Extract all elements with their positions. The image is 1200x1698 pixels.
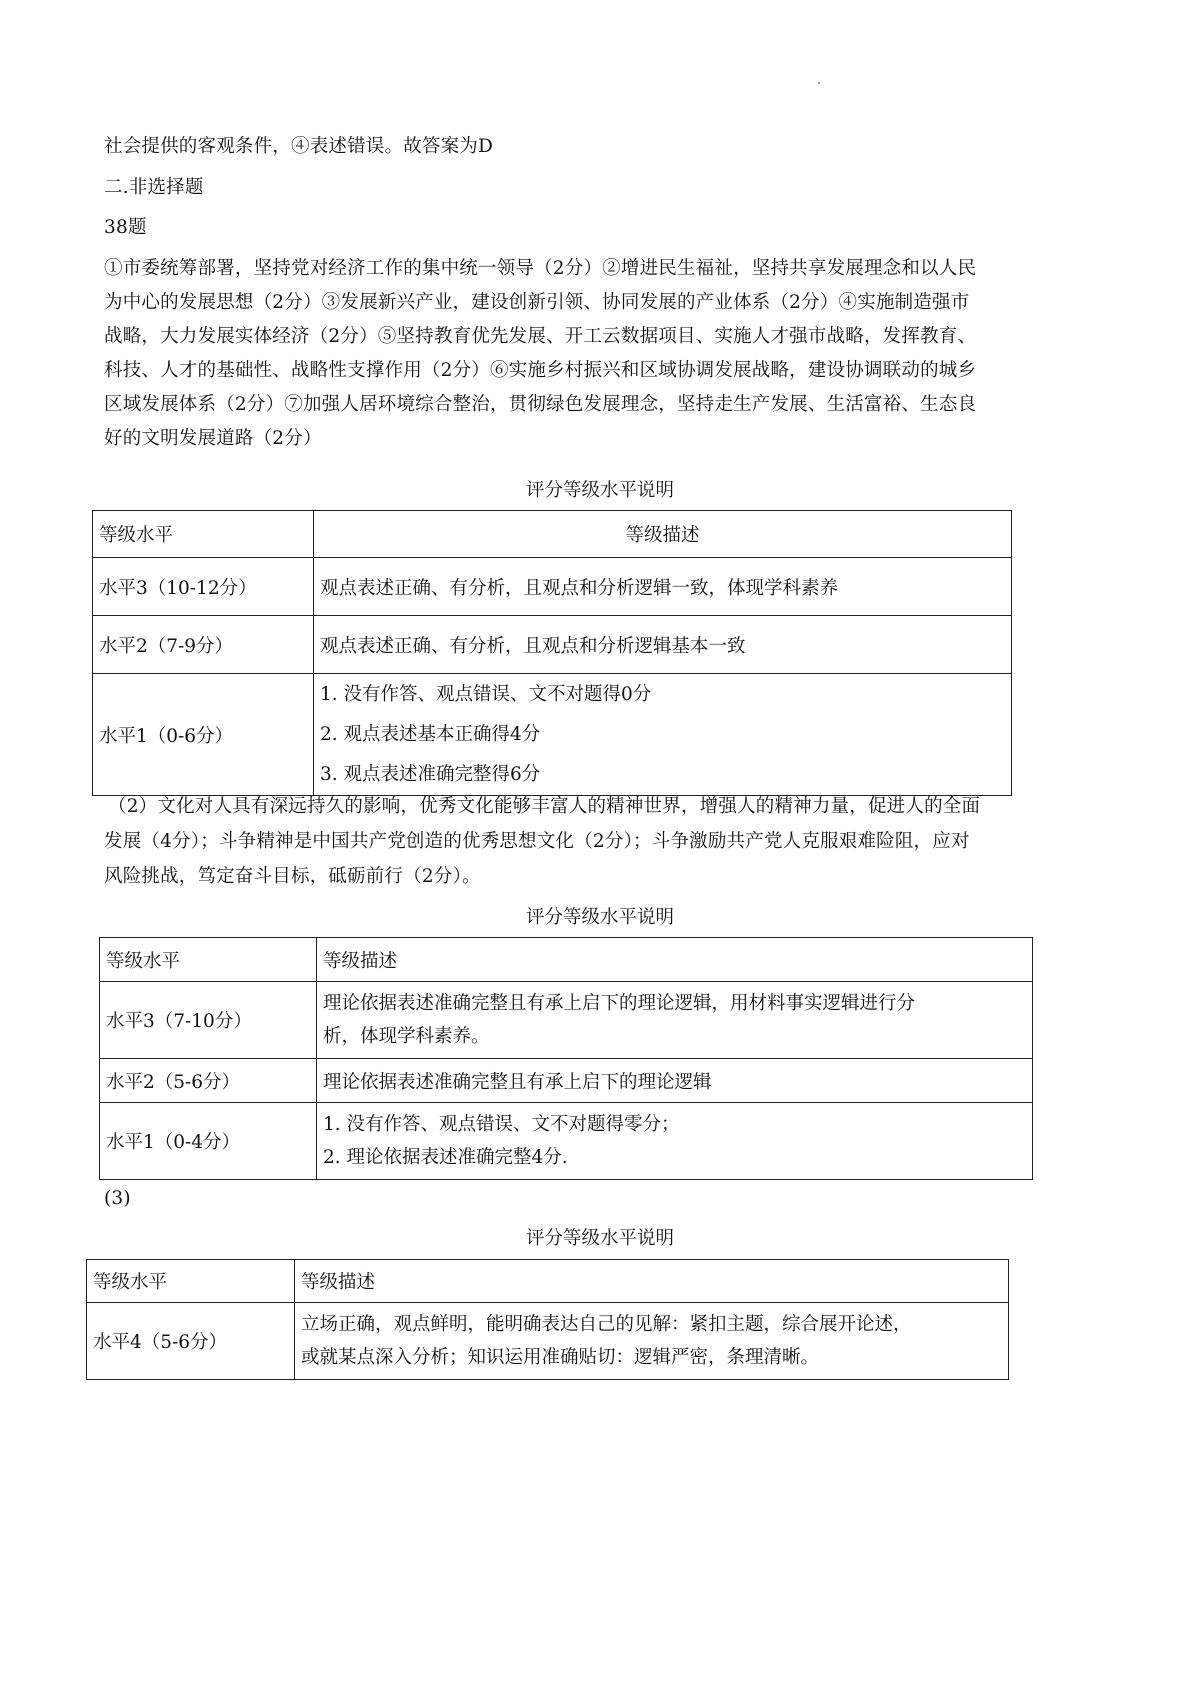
description-line: 1. 没有作答、观点错误、文不对题得0分 <box>320 683 652 705</box>
header-description: 等级描述 <box>317 938 1033 982</box>
table-row <box>100 1103 1033 1180</box>
description-line: 2. 理论依据表述准确完整4分. <box>323 1147 568 1168</box>
description-line: 理论依据表述准确完整且有承上启下的理论逻辑，用材料事实逻辑进行分 <box>323 993 916 1014</box>
description-cell <box>314 674 1012 796</box>
grading-table-2 <box>99 937 1033 1180</box>
table-row <box>100 1059 1033 1103</box>
header-description: 等级描述 <box>295 1260 1009 1303</box>
table-row <box>87 1303 1009 1380</box>
answer-line: 风险挑战，笃定奋斗目标，砥砺前行（2分）。 <box>104 866 481 887</box>
description-line: 析，体现学科素养。 <box>323 1026 490 1047</box>
table-row <box>100 982 1033 1059</box>
level-cell: 水平4（5-6分） <box>87 1303 295 1380</box>
description-cell <box>295 1303 1009 1380</box>
question-number: 38题 <box>104 217 147 238</box>
grading-table-1 <box>92 510 1012 796</box>
answer-line: 战略，大力发展实体经济（2分）⑤坚持教育优先发展、开工云数据项目、实施人才强市战略，发挥教育、 <box>104 326 977 347</box>
answer-line: 区域发展体系（2分）⑦加强人居环境综合整治，贯彻绿色发展理念，坚持走生产发展、生活富裕、生态良 <box>104 394 977 415</box>
description-cell: 观点表述正确、有分析，且观点和分析逻辑基本一致 <box>314 616 1012 674</box>
answer-line: 科技、人才的基础性、战略性支撑作用（2分）⑥实施乡村振兴和区域协调发展战略，建设协调联动的城乡 <box>104 360 977 381</box>
level-cell: 水平3（10-12分） <box>93 558 314 616</box>
question-3-label: (3) <box>104 1188 131 1209</box>
table-header-row <box>87 1260 1009 1303</box>
header-description: 等级描述 <box>314 511 1012 558</box>
table-header-row <box>100 938 1033 982</box>
header-level: 等级水平 <box>93 511 314 558</box>
header-level: 等级水平 <box>100 938 317 982</box>
answer-line: 为中心的发展思想（2分）③发展新兴产业，建设创新引领、协同发展的产业体系（2分）④实施制造强市 <box>104 292 970 313</box>
header-level: 等级水平 <box>87 1260 295 1303</box>
table-row <box>93 558 1012 616</box>
table2-title: 评分等级水平说明 <box>525 907 674 928</box>
level-cell: 水平3（7-10分） <box>100 982 317 1059</box>
level-cell: 水平2（5-6分） <box>100 1059 317 1103</box>
scan-dot <box>818 82 820 84</box>
answer-line: 好的文明发展道路（2分） <box>104 428 322 449</box>
table-header-row <box>93 511 1012 558</box>
level-cell: 水平1（0-4分） <box>100 1103 317 1180</box>
description-cell: 理论依据表述准确完整且有承上启下的理论逻辑 <box>317 1059 1033 1103</box>
level-cell: 水平1（0-6分） <box>93 674 314 796</box>
table3-title: 评分等级水平说明 <box>525 1228 674 1249</box>
answer-line: 发展（4分）；斗争精神是中国共产党创造的优秀思想文化（2分）；斗争激励共产党人克服艰难险阻，应对 <box>104 831 970 852</box>
description-cell <box>317 982 1033 1059</box>
description-line: 立场正确，观点鲜明，能明确表达自己的见解：紧扣主题，综合展开论述， <box>301 1314 912 1335</box>
answer-line: （2）文化对人具有深远持久的影响，优秀文化能够丰富人的精神世界，增强人的精神力量，促进人的全面 <box>108 796 981 817</box>
description-line: 或就某点深入分析；知识运用准确贴切：逻辑严密，条理清晰。 <box>301 1347 820 1368</box>
table1-title: 评分等级水平说明 <box>525 480 674 501</box>
grading-table-3 <box>86 1259 1009 1380</box>
table-row <box>93 674 1012 796</box>
description-line: 1. 没有作答、观点错误、文不对题得零分； <box>323 1114 680 1135</box>
description-cell <box>317 1103 1033 1180</box>
answer-line: ①市委统筹部署，坚持党对经济工作的集中统一领导（2分）②增进民生福祉，坚持共享发展理念和以人民 <box>104 258 977 279</box>
description-line: 2. 观点表述基本正确得4分 <box>320 723 541 745</box>
intro-line: 社会提供的客观条件，④表述错误。故答案为D <box>104 136 494 157</box>
description-cell: 观点表述正确、有分析，且观点和分析逻辑一致，体现学科素养 <box>314 558 1012 616</box>
description-line: 3. 观点表述准确完整得6分 <box>320 763 541 785</box>
section-heading: 二.非选择题 <box>104 177 204 198</box>
table-row <box>93 616 1012 674</box>
level-cell: 水平2（7-9分） <box>93 616 314 674</box>
